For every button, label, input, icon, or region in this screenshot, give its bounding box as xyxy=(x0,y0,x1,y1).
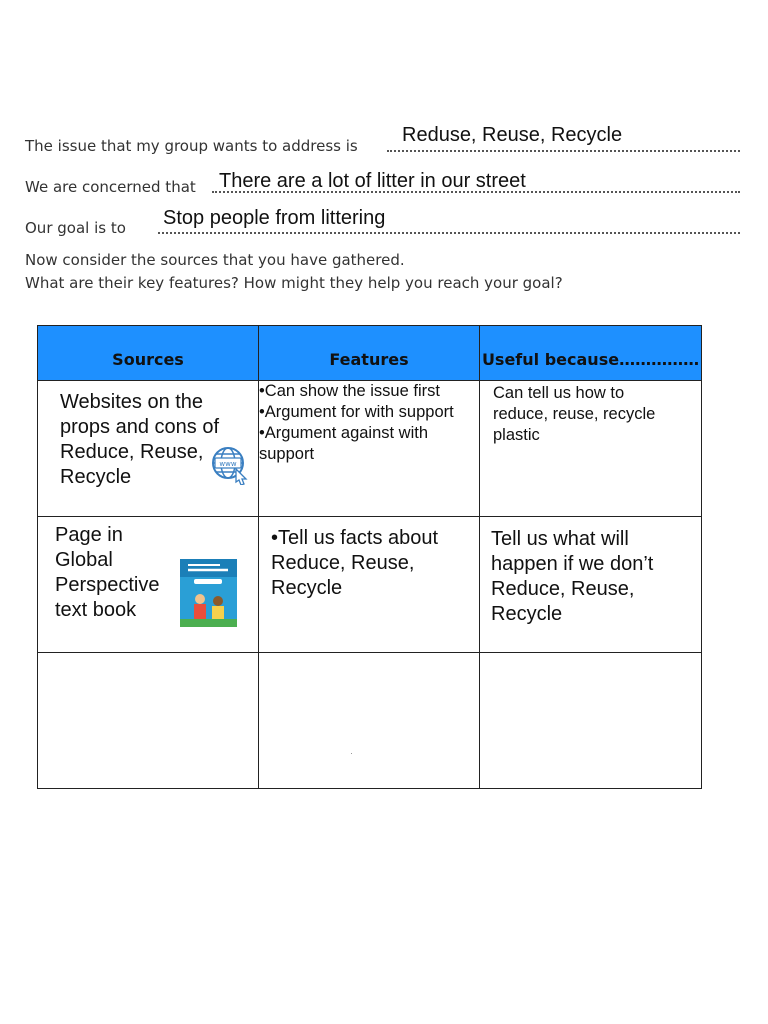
features-list xyxy=(259,381,480,465)
concern-label: We are concerned that xyxy=(25,178,196,196)
header-features: Features xyxy=(259,326,480,381)
goal-answer-line xyxy=(158,232,740,234)
instruction-line-1: Now consider the sources that you have gathered. xyxy=(25,251,405,269)
source-cell xyxy=(38,653,259,789)
features-cell xyxy=(259,517,480,653)
instruction-line-2: What are their key features? How might they help you reach your goal? xyxy=(25,274,563,292)
issue-answer: Reduse, Reuse, Recycle xyxy=(402,124,623,146)
feature-item: •Tell us facts about Reduce, Reuse, Recycle xyxy=(271,527,439,599)
feature-item: •Argument for with support xyxy=(259,403,454,421)
useful-cell xyxy=(480,653,702,789)
features-cell xyxy=(259,653,480,789)
svg-text:www: www xyxy=(219,460,237,468)
www-globe-cursor-icon xyxy=(210,445,250,485)
source-cell xyxy=(38,381,259,517)
table-row xyxy=(38,381,702,517)
header-sources: Sources xyxy=(38,326,259,381)
issue-label: The issue that my group wants to address is xyxy=(25,137,358,155)
concern-answer: There are a lot of litter in our street xyxy=(219,170,526,192)
useful-cell xyxy=(480,381,702,517)
useful-cell xyxy=(480,517,702,653)
table-header-row xyxy=(38,326,702,381)
stray-mark xyxy=(351,753,352,754)
sources-table xyxy=(37,325,702,789)
issue-answer-line xyxy=(387,150,740,152)
table-row xyxy=(38,653,702,789)
goal-answer: Stop people from littering xyxy=(163,207,386,229)
source-cell xyxy=(38,517,259,653)
useful-text: Can tell us how to reduce, reuse, recycle plastic xyxy=(493,384,656,444)
feature-item: •Argument against with support xyxy=(259,424,429,463)
features-cell xyxy=(259,381,480,517)
global-perspectives-book-cover-icon xyxy=(180,559,237,631)
goal-label: Our goal is to xyxy=(25,219,126,237)
table-row xyxy=(38,517,702,653)
header-useful-because: Useful because…………… xyxy=(480,326,702,381)
useful-text: Tell us what will happen if we don’t Reduce, Reuse, Recycle xyxy=(491,528,654,625)
source-text: Page in Global Perspective text book xyxy=(55,524,160,621)
source-text: Websites on the props and cons of Reduce, Reuse, Recycle xyxy=(60,391,219,488)
feature-item: •Can show the issue first xyxy=(259,382,440,400)
